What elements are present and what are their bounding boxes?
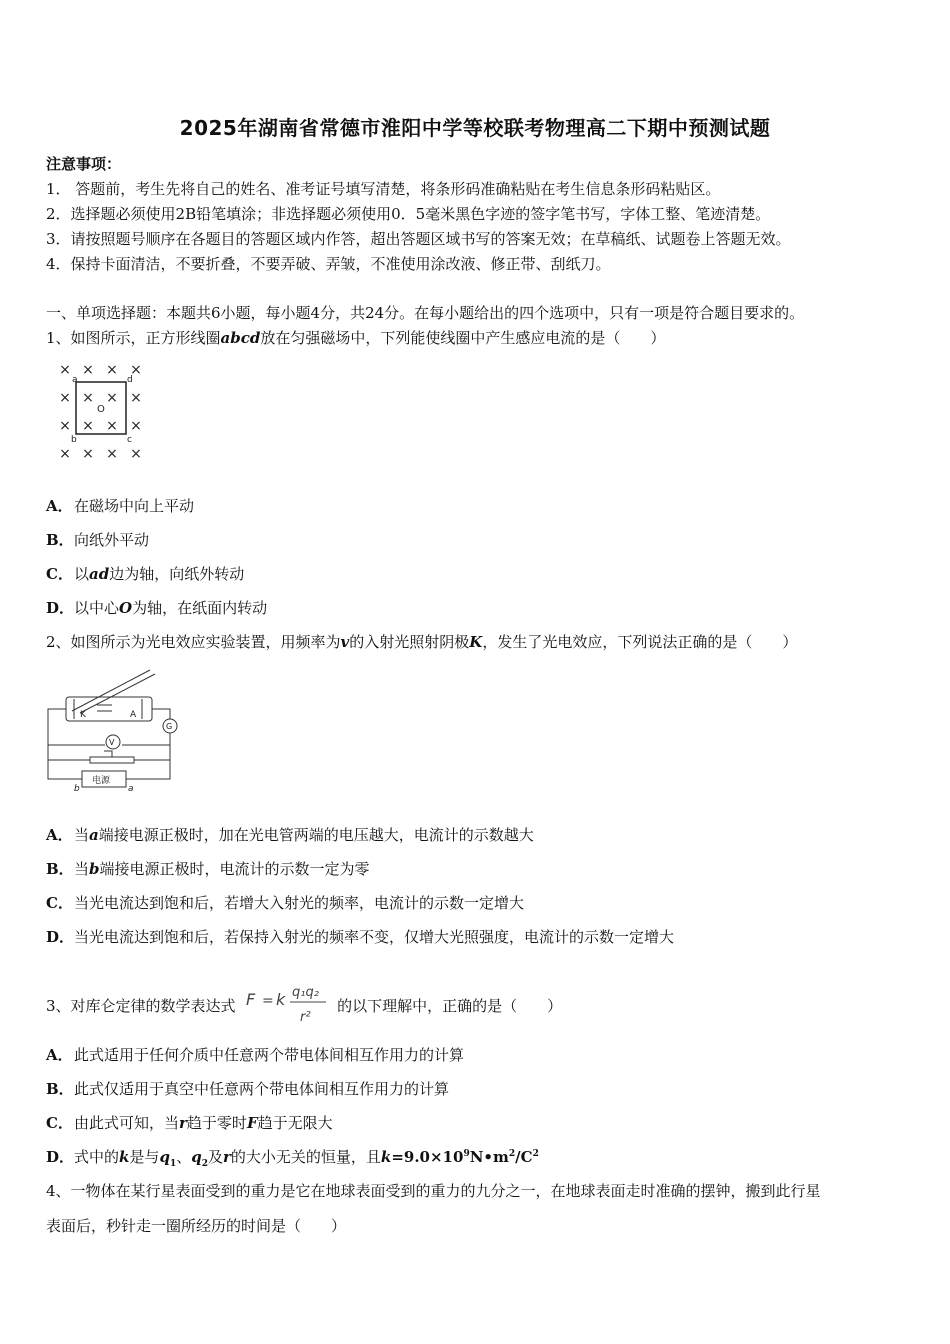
question-4-stem-line2: 表面后，秒针走一圈所经历的时间是（ ）	[46, 1217, 347, 1235]
question-3-stem	[46, 985, 562, 1029]
corner-b-label: b	[71, 435, 77, 445]
q1-stem-var: abcd	[220, 329, 261, 347]
q2-stem-c: ，发生了光电效应，下列说法正确的是（ ）	[482, 633, 798, 651]
field-mark: ×	[106, 418, 118, 434]
wire	[48, 709, 82, 779]
section-heading: 一、单项选择题：本题共6小题，每小题4分，共24分。在每小题给出的四个选项中，只有一项是符合题目要求的。	[46, 304, 805, 322]
option-text: 为轴，在纸面内转动	[132, 599, 268, 617]
option-text: 此式适用于任何介质中任意两个带电体间相互作用力的计算	[74, 1046, 465, 1064]
field-mark: ×	[130, 446, 142, 462]
q2-option-a	[46, 824, 534, 845]
option-text: 在磁场中向上平动	[74, 497, 195, 515]
option-text: 当光电流达到饱和后，若保持入射光的频率不变，仅增大光照强度，电流计的示数一定增大	[74, 928, 675, 946]
q2-option-b	[46, 858, 370, 879]
option-key: D．	[46, 1148, 75, 1166]
field-mark: ×	[82, 446, 94, 462]
subscript: 1	[169, 1159, 177, 1169]
superscript: 2	[508, 1149, 516, 1159]
formula-lhs: F	[246, 990, 256, 1009]
option-var: ad	[89, 565, 110, 583]
light-ray	[80, 674, 155, 713]
option-key: D．	[46, 599, 75, 617]
option-text: 当	[74, 860, 90, 878]
field-mark: ×	[82, 418, 94, 434]
notice-item: 1． 答题前，考生先将自己的姓名、准考证号填写清楚，将条形码准确粘贴在考生信息条形码粘贴区。	[46, 180, 721, 198]
option-var: F	[246, 1114, 258, 1132]
field-mark: ×	[106, 362, 118, 378]
q2-stem-b: 的入射光照射阴极	[349, 633, 470, 651]
option-key: C．	[46, 894, 73, 912]
option-text: 、	[176, 1148, 192, 1166]
subscript: 2	[201, 1159, 208, 1169]
q2-option-c	[46, 892, 524, 913]
question-2-stem	[46, 631, 797, 652]
option-text: 是与	[129, 1148, 160, 1166]
option-var: r	[223, 1148, 231, 1166]
option-text: 及	[207, 1148, 223, 1166]
option-var: k	[119, 1148, 130, 1166]
field-mark: ×	[130, 390, 142, 406]
corner-d-label: d	[127, 375, 133, 385]
terminal-b-label: b	[74, 784, 80, 794]
corner-a-label: a	[72, 375, 78, 385]
option-key: C．	[46, 1114, 73, 1132]
option-text: =9.0×10	[391, 1148, 464, 1166]
option-text: 端接电源正极时，电流计的示数一定为零	[99, 860, 370, 878]
cathode-label: K	[80, 710, 86, 720]
q3-option-b	[46, 1078, 449, 1099]
option-key: A．	[46, 497, 73, 515]
option-var: q	[191, 1148, 202, 1166]
field-mark: ×	[130, 362, 142, 378]
q3-stem-b: 的以下理解中，正确的是（ ）	[337, 997, 563, 1015]
option-var: k	[380, 1148, 392, 1166]
option-text: 以中心	[74, 599, 120, 617]
field-mark: ×	[59, 446, 71, 462]
q1-figure	[55, 360, 155, 464]
coulomb-formula	[244, 981, 328, 1025]
option-text: 趋于零时	[186, 1114, 247, 1132]
center-o-label: O	[97, 404, 105, 415]
wire	[122, 733, 170, 745]
q2-stem-v: v	[340, 633, 350, 651]
option-key: A．	[46, 826, 73, 844]
option-text: 此式仅适用于真空中任意两个带电体间相互作用力的计算	[74, 1080, 450, 1098]
field-mark: ×	[130, 418, 142, 434]
option-key: B．	[46, 860, 74, 878]
q3-option-a	[46, 1044, 464, 1065]
field-mark: ×	[106, 446, 118, 462]
notice-item: 3．请按照题号顺序在各题目的答题区域内作答，超出答题区域书写的答案无效；在草稿纸、试题卷上答题无效。	[46, 230, 791, 248]
notice-item: 4．保持卡面清洁，不要折叠，不要弄破、弄皱，不准使用涂改液、修正带、刮纸刀。	[46, 255, 611, 273]
q1-stem-a: 1、如图所示，正方形线圈	[46, 329, 221, 347]
option-text: 的大小无关的恒量，且	[230, 1148, 381, 1166]
formula-numerator: q₁q₂	[292, 985, 320, 1000]
wire	[134, 745, 170, 760]
q1-option-d	[46, 597, 267, 618]
galvanometer-label: G	[166, 722, 173, 731]
option-text: 式中的	[74, 1148, 120, 1166]
formula-denominator: r²	[300, 1010, 311, 1025]
q1-option-b	[46, 529, 149, 550]
option-var: a	[89, 826, 99, 844]
superscript: 2	[532, 1149, 539, 1159]
option-var: q	[159, 1148, 170, 1166]
page-title: 2025年湖南省常德市淮阳中学等校联考物理高二下期中预测试题	[179, 116, 771, 140]
question-4-stem-line1: 4、一物体在某行星表面受到的重力是它在地球表面受到的重力的九分之一，在地球表面走时准确的摆钟，搬到此行星	[46, 1182, 821, 1200]
q1-stem-b: 放在匀强磁场中，下列能使线圈中产生感应电流的是（ ）	[260, 329, 666, 347]
option-key: B．	[46, 531, 74, 549]
notice-heading: 注意事项：	[46, 155, 122, 173]
superscript: 9	[463, 1149, 470, 1159]
rheostat	[90, 757, 134, 763]
option-text: 当光电流达到饱和后，若增大入射光的频率，电流计的示数一定增大	[74, 894, 525, 912]
q2-stem-a: 2、如图所示为光电效应实验装置，用频率为	[46, 633, 341, 651]
option-text: 边为轴，向纸外转动	[109, 565, 245, 583]
rheostat-slider	[104, 751, 112, 757]
notice-item: 2．选择题必须使用2B铅笔填涂；非选择题必须使用0．5毫米黑色字迹的签字笔书写，字体工整、笔迹清楚。	[46, 205, 771, 223]
option-text: 当	[74, 826, 90, 844]
q2-option-d	[46, 926, 674, 947]
option-text: 由此式可知，当	[74, 1114, 180, 1132]
voltmeter-label: V	[109, 738, 115, 747]
corner-c-label: c	[127, 435, 132, 445]
phototube	[66, 697, 152, 721]
q1-option-c	[46, 563, 244, 584]
field-mark: ×	[59, 418, 71, 434]
field-mark: ×	[59, 390, 71, 406]
option-var: r	[179, 1114, 187, 1132]
option-text: /C	[515, 1148, 533, 1166]
field-mark: ×	[82, 362, 94, 378]
option-key: D．	[46, 928, 75, 946]
anode-label: A	[130, 710, 137, 720]
question-1-stem	[46, 327, 665, 348]
wire	[152, 709, 170, 719]
q3-option-c	[46, 1112, 333, 1133]
field-mark: ×	[59, 362, 71, 378]
q2-stem-k: K	[469, 633, 483, 651]
formula-k: k	[276, 990, 286, 1009]
option-text: N•m	[469, 1148, 509, 1166]
option-text: 向纸外平动	[74, 531, 150, 549]
field-mark: ×	[106, 390, 118, 406]
q1-option-a	[46, 495, 194, 516]
option-var: b	[89, 860, 100, 878]
field-mark: ×	[82, 390, 94, 406]
option-key: C．	[46, 565, 73, 583]
option-var: O	[119, 599, 133, 617]
option-text: 以	[74, 565, 90, 583]
option-key: A．	[46, 1046, 73, 1064]
option-text: 趋于无限大	[257, 1114, 333, 1132]
q2-figure	[42, 667, 182, 795]
source-label: 电源	[92, 776, 111, 786]
option-key: B．	[46, 1080, 74, 1098]
formula-eq: =	[262, 993, 275, 1009]
option-text: 端接电源正极时，加在光电管两端的电压越大，电流计的示数越大	[98, 826, 534, 844]
q3-stem-a: 3、对库仑定律的数学表达式	[46, 997, 236, 1015]
terminal-a-label: a	[128, 784, 134, 794]
q3-option-d	[46, 1146, 539, 1169]
